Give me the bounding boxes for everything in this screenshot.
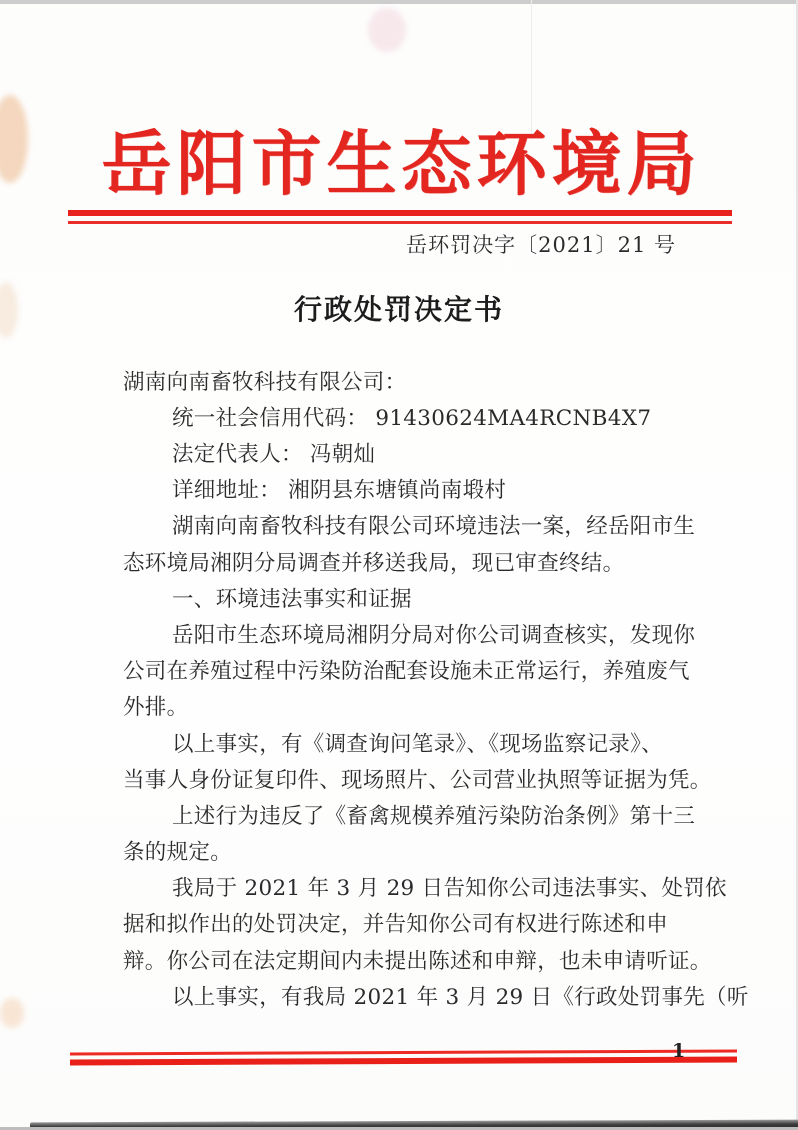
body-line: 湖南向南畜牧科技有限公司环境违法一案，经岳阳市生: [172, 514, 696, 539]
body-line: 湖南向南畜牧科技有限公司：: [123, 370, 407, 395]
body-line: 以上事实，有我局 2021 年 3 月 29 日《行政处罚事先（听: [172, 985, 749, 1010]
page-number: 1: [672, 1040, 686, 1062]
scan-smudge: [0, 998, 24, 1028]
footer-rules: [70, 1050, 737, 1069]
body-line: 条的规定。: [123, 840, 233, 865]
agency-letterhead-title: 岳阳市生态环境局: [101, 122, 702, 205]
body-line: 当事人身份证复印件、现场照片、公司营业执照等证据为凭。: [123, 768, 712, 793]
body-line: 详细地址： 湘阴县东塘镇尚南塅村: [172, 478, 507, 503]
footer-rule-thin: [70, 1050, 737, 1056]
letterhead-rule-thin: [68, 221, 732, 224]
body-line: 辩。你公司在法定期间内未提出陈述和申辩，也未申请听证。: [123, 949, 712, 974]
letterhead-rule-thick: [68, 210, 732, 216]
body-line: 外排。: [123, 695, 189, 720]
document-title: 行政处罚决定书: [293, 293, 504, 326]
footer-rule-thick: [70, 1057, 737, 1066]
body-line: 据和拟作出的处罚决定，并告知你公司有权进行陈述和申: [123, 912, 669, 937]
body-line: 以上事实，有《调查询问笔录》、《现场监察记录》、: [172, 732, 663, 757]
scan-smudge: [368, 8, 406, 52]
body-line: 上述行为违反了《畜禽规模养殖污染防治条例》第十三: [172, 804, 696, 829]
body-line: 法定代表人： 冯朝灿: [172, 442, 376, 467]
body-line: 公司在养殖过程中污染防治配套设施未正常运行，养殖废气: [123, 659, 690, 684]
scan-top-edge: [0, 0, 798, 4]
body-line: 一、环境违法事实和证据: [172, 587, 412, 612]
body-line: 我局于 2021 年 3 月 29 日告知你公司违法事实、处罚依: [172, 876, 727, 901]
scan-crease-line: [531, 0, 532, 140]
body-line: 态环境局湘阴分局调查并移送我局，现已审查终结。: [123, 551, 625, 576]
body-line: 统一社会信用代码： 91430624MA4RCNB4X7: [172, 406, 652, 431]
body-line: 岳阳市生态环境局湘阴分局对你公司调查核实，发现你: [172, 623, 696, 648]
document-number: 岳环罚决字〔2021〕21 号: [406, 233, 676, 257]
